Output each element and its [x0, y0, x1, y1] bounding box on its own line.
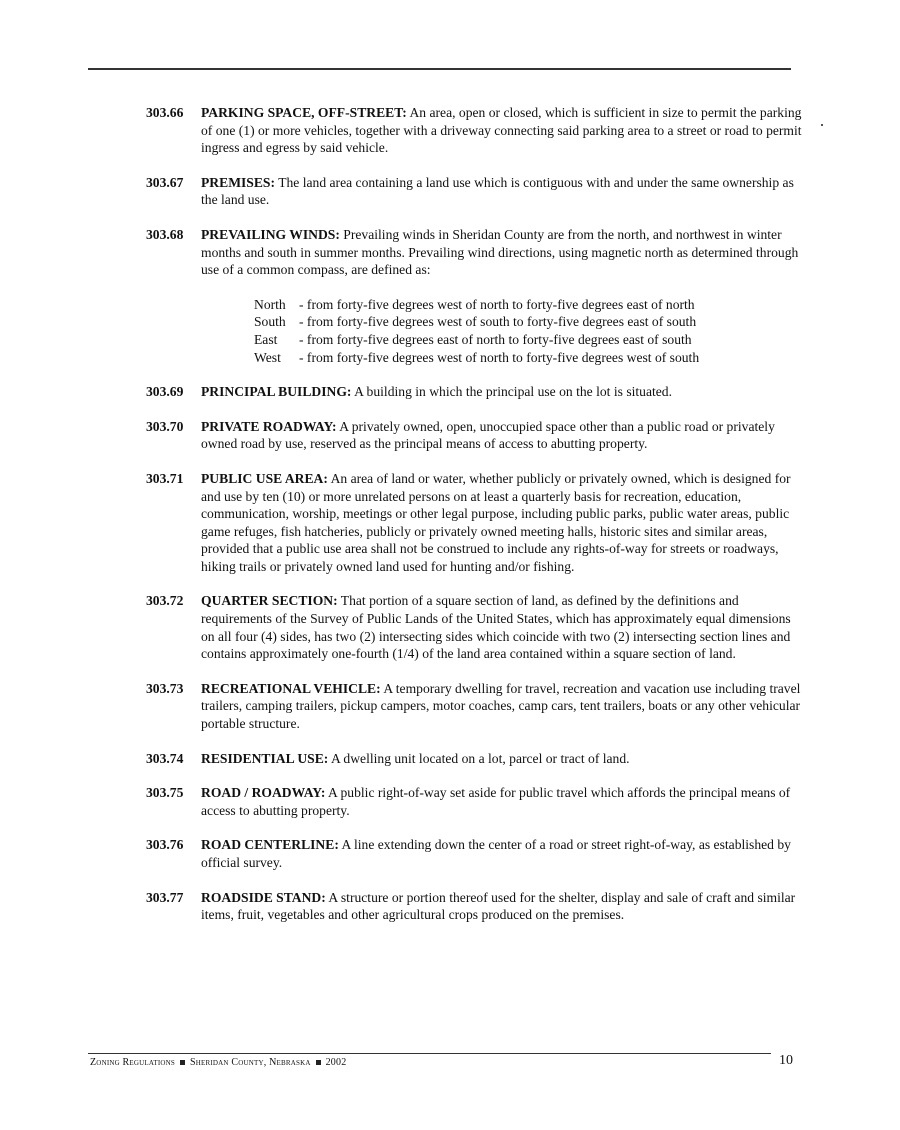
definition-term: PRINCIPAL BUILDING: [201, 384, 352, 400]
definition-term: RECREATIONAL VEHICLE: [201, 680, 381, 696]
definition-text: A line extending down the center of a road or street right-of-way, as established by official survey. [201, 837, 791, 870]
footer-title: Zoning Regulations [90, 1057, 175, 1068]
definition-303-70 [146, 418, 806, 453]
section-number: 303.77 [146, 889, 184, 905]
definition-term: PREMISES: [201, 174, 276, 190]
section-number: 303.75 [146, 785, 184, 801]
definition-303-69 [146, 383, 806, 401]
wind-direction-definition: - from forty-five degrees west of north to forty-five degrees west of south [299, 349, 700, 365]
definition-303-76 [146, 836, 806, 871]
wind-direction-label: East [254, 331, 278, 347]
wind-direction-west [254, 349, 806, 367]
definition-text: The land area containing a land use which is contiguous with and under the same ownership as the land use. [201, 174, 794, 208]
scan-speck [821, 124, 823, 126]
square-bullet-icon [316, 1060, 321, 1065]
definition-term: ROADSIDE STAND: [201, 889, 326, 905]
definitions-list [146, 104, 806, 941]
section-number: 303.67 [146, 174, 184, 190]
definition-303-75 [146, 784, 806, 819]
definition-term: PARKING SPACE, OFF-STREET: [201, 105, 407, 120]
page-number: 10 [779, 1053, 793, 1068]
definition-text: A structure or portion thereof used for the shelter, display and sale of craft and similar items, fruit, vegetables and other agricultural crops produced on the premises. [201, 889, 796, 923]
definition-term: ROAD / ROADWAY: [201, 785, 326, 801]
definition-term: PUBLIC USE AREA: [201, 470, 328, 486]
definition-term: PRIVATE ROADWAY: [201, 418, 337, 434]
definition-text: A public right-of-way set aside for public travel which affords the principal means of access to abutting property. [201, 785, 791, 818]
definition-303-74 [146, 750, 806, 768]
wind-direction-north [254, 296, 806, 314]
section-number: 303.66 [146, 105, 184, 120]
wind-directions-list [254, 296, 806, 366]
definition-text: An area, open or closed, which is sufficient in size to permit the parking of one (1) or more vehicles, together with a driveway connecting said parking area to a street or road to permit ingress and egress by said vehicle. [201, 105, 802, 156]
wind-direction-east [254, 331, 806, 349]
definition-text: That portion of a square section of land, as defined by the definitions and requirements of the Survey of Public Lands of the United States, which has approximately equal dimensions on all four (4) sides, has two (2) intersecting sides which coincide with two (2) intersecting section lines and contains approximately one-fourth (1/4) of the land area contained within a square section of land. [201, 593, 791, 662]
definition-text: An area of land or water, whether publicly or privately owned, which is designed for and use by ten (10) or more unrelated persons on at least a quarterly basis for recreation, education, communication, worship, meetings or other legal purpose, including public parks, public water areas, public game refuges, fish hatcheries, publicly or privately owned meeting halls, historic sites and similar areas, provided that a public use area shall not be construed to include any rights-of-way for streets or roadways, hiking trails or privately owned land used for hunting and/or fishing. [201, 470, 791, 574]
definition-303-67 [146, 174, 806, 209]
section-number: 303.70 [146, 418, 184, 434]
definition-term: ROAD CENTERLINE: [201, 837, 339, 853]
wind-direction-label: West [254, 349, 281, 365]
section-number: 303.72 [146, 593, 184, 609]
wind-direction-definition: - from forty-five degrees west of south to forty-five degrees east of south [299, 314, 697, 330]
section-number: 303.68 [146, 226, 184, 242]
definition-303-66 [146, 104, 806, 157]
header-rule [88, 68, 791, 70]
definition-303-71 [146, 470, 806, 576]
definition-303-72 [146, 592, 806, 662]
definition-text: A privately owned, open, unoccupied space other than a public road or privately owned road by use, reserved as the principal means of access to abutting property. [201, 418, 775, 452]
definition-text: A dwelling unit located on a lot, parcel or tract of land. [330, 750, 630, 766]
definition-term: RESIDENTIAL USE: [201, 750, 329, 766]
footer-year: 2002 [325, 1057, 347, 1068]
definition-text: Prevailing winds in Sheridan County are from the north, and northwest in winter months and south in summer months. Prevailing wind directions, using magnetic north as determined through use of a common compass, are defined as: [201, 226, 799, 278]
definition-303-68 [146, 226, 806, 366]
wind-direction-label: North [254, 296, 286, 312]
footer-county: Sheridan County, Nebraska [189, 1057, 311, 1068]
definition-term: PREVAILING WINDS: [201, 226, 340, 242]
wind-direction-definition: - from forty-five degrees east of north to forty-five degrees east of south [299, 331, 692, 347]
section-number: 303.76 [146, 837, 184, 853]
definition-303-77 [146, 889, 806, 924]
section-number: 303.73 [146, 680, 184, 696]
page-footer [90, 1057, 346, 1068]
wind-direction-south [254, 313, 806, 331]
section-number: 303.71 [146, 470, 184, 486]
wind-direction-definition: - from forty-five degrees west of north to forty-five degrees east of north [299, 296, 695, 312]
square-bullet-icon [180, 1060, 185, 1065]
section-number: 303.69 [146, 384, 184, 400]
definition-303-73 [146, 680, 806, 733]
section-number: 303.74 [146, 750, 184, 766]
definition-text: A temporary dwelling for travel, recreation and vacation use including travel trailers, camping trailers, pickup campers, motor coaches, camp cars, tent trailers, boats or any other vehicular portable structure. [201, 680, 801, 732]
definition-term: QUARTER SECTION: [201, 593, 338, 609]
definition-text: A building in which the principal use on the lot is situated. [354, 384, 672, 400]
wind-direction-label: South [254, 314, 286, 330]
footer-rule [88, 1053, 771, 1054]
